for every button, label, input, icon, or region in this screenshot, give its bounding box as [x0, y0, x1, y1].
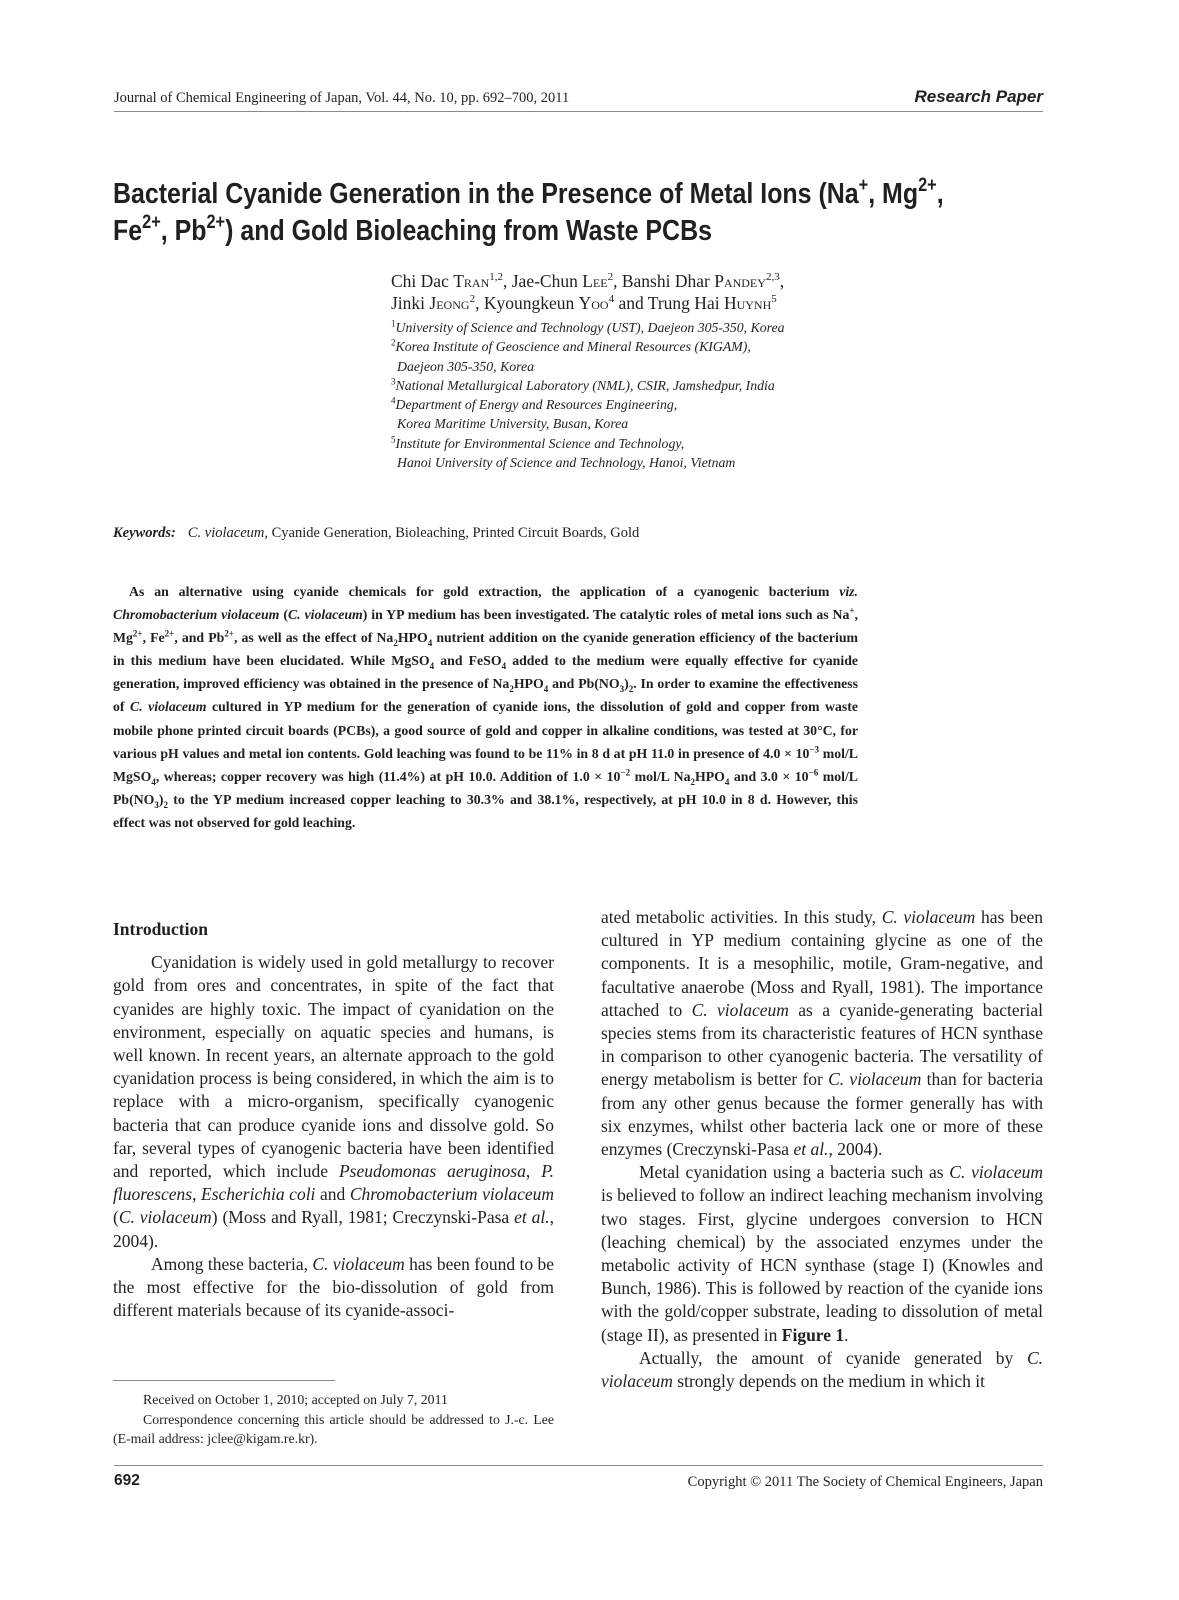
- section-heading-introduction: Introduction: [113, 919, 208, 939]
- affiliation-item: $^1$University of Science and Technology (UST), Daejeon 305-350, Korea: [391, 318, 785, 335]
- body-paragraph: Metal cyanidation using a bacteria such as C. violaceum is believed to follow an indirect leaching mechanism involving two stages. First, glycine undergoes conversion to HCN (leaching chemical) by the associated enzymes under the metabolic activity of HCN synthase (stage I) (Knowles and Bunch, 1986). This is followed by reaction of the cyanide ions with the gold/copper substrate, leading to dissolution of metal (stage II), as presented in Figure 1.: [601, 1162, 1043, 1345]
- correspondence-note: Correspondence concerning this article should be addressed to J.-c. Lee (E-mail address: jclee@kigam.re.kr).: [113, 1411, 554, 1447]
- affiliation-item: $^5$Institute for Environmental Science and Technology,: [391, 434, 685, 451]
- header-rule: [114, 111, 1043, 112]
- body-column-left: [113, 918, 554, 1322]
- running-header-journal: Journal of Chemical Engineering of Japan, Vol. 44, No. 10, pp. 692–700, 2011: [114, 90, 570, 106]
- received-note: Received on October 1, 2010; accepted on July 7, 2011: [143, 1392, 448, 1407]
- affiliation-item: $^2$Korea Institute of Geoscience and Mineral Resources (KIGAM),: [391, 337, 751, 355]
- copyright-notice: Copyright © 2011 The Society of Chemical Engineers, Japan: [687, 1474, 1043, 1490]
- footer-rule: [114, 1465, 1043, 1466]
- keywords-label: Keywords:: [113, 525, 176, 541]
- affiliation-item: $^3$National Metallurgical Laboratory (NML), CSIR, Jamshedpur, India: [391, 376, 775, 393]
- affiliation-list: $^1$University of Science and Technology (UST), Daejeon 305-350, Korea $^2$Korea Institute of Geoscience and Mineral Resources (KIGAM), Daejeon 305-350, Korea $^3$National Metallurgical Laboratory (NML), CSIR, Jamshedpur, India $^4$Department of Energy and Resources Engineering, Korea Maritime University, Busan, Korea $^5$Institute for Environmental Science and Technology, Hanoi University of Science and Technology, Hanoi, Vietnam: [391, 318, 785, 471]
- body-paragraph: Among these bacteria, C. violaceum has been found to be the most effective for the bio-dissolution of gold from different materials because of its cyanide-associ-: [113, 1253, 554, 1321]
- abstract: As an alternative using cyanide chemicals for gold extraction, the application of a cyanogenic bacterium viz. Chromobacterium violaceum (C. violaceum) in YP medium has been investigated. The catalytic roles of metal ions such as Na+, $Mg^{2+}$, $Fe^{2+}$, and $Pb^{2+}$, as well as the effect of $Na_2HPO_4$ nutrient addition on the cyanide generation efficiency of the bacterium in this medium have been elucidated. While MgSO$_4$ and FeSO$_4$ added to the medium were equally effective for cyanide generation, improved efficiency was obtained in the presence of $Na_2HPO_4$ and $Pb(NO_3)_2$. In order to examine the effectiveness of C. violaceum cultured in YP medium for the generation of cyanide ions, the dissolution of gold and copper from waste mobile phone printed circuit boards (PCBs), a good source of gold and copper in alkaline conditions, was tested at 30°C, for various pH values and metal ion contents. Gold leaching was found to be 11% in 8 d at pH 11.0 in presence of $4.0 \times 10^{-3}$ mol/L MgSO$_4$, whereas; copper recovery was high (11.4%) at pH 10.0. Addition of $1.0 \times 10^{-2}$ mol/L $Na_2HPO_4$ and $3.0 \times 10^{-6}$ mol/L $Pb(NO_3)_2$ to the YP medium increased copper leaching to 30.3% and 38.1%, respectively, at pH 10.0 in 8 d. However, this effect was not observed for gold leaching.: [113, 584, 858, 830]
- body-column-right: [601, 906, 1043, 1393]
- affiliation-item: $^4$Department of Energy and Resources Engineering,: [391, 395, 678, 413]
- keywords-line: Keywords: C. violaceum, Cyanide Generation, Bioleaching, Printed Circuit Boards, Gold: [113, 525, 640, 541]
- body-paragraph: ated metabolic activities. In this study, C. violaceum has been cultured in YP medium containing glycine as one of the components. It is a mesophilic, motile, Gram-negative, and facultative anaerobe (Moss and Ryall, 1981). The importance attached to C. violaceum as a cyanide-generating bacterial species stems from its characteristic features of HCN synthase in comparison to other cyanogenic bacteria. The versatility of energy metabolism is better for C. violaceum than for bacteria from any other genus because the former generally has with six enzymes, whilst other bacteria lack one or more of these enzymes (Creczynski-Pasa et al., 2004).: [601, 907, 1043, 1160]
- article-type-label: Research Paper: [914, 87, 1043, 106]
- footnote-rule: [113, 1380, 335, 1381]
- footnote: [113, 1390, 554, 1449]
- body-paragraph: Actually, the amount of cyanide generated by C. violaceum strongly depends on the medium in which it: [601, 1347, 1043, 1392]
- figure-reference: Figure 1: [781, 1324, 845, 1345]
- paper-title: Bacterial Cyanide Generation in the Presence of Metal Ions (Na+, $Mg^{2+}$, $Fe^{2+}$, $Pb^{2+}$) and Gold Bioleaching from Waste PCBs: [113, 175, 944, 247]
- page-number: 692: [114, 1472, 140, 1489]
- body-paragraph: Cyanidation is widely used in gold metallurgy to recover gold from ores and concentrates, in spite of the fact that cyanides are highly toxic. The impact of cyanidation on the environment, especially on aquatic species and humans, is well known. In recent years, an alternate approach to the gold cyanidation process is being considered, in which the aim is to replace with a micro-organism, specifically cyanogenic bacteria that can produce cyanide ions and dissolve gold. So far, several types of cyanogenic bacteria have been identified and reported, which include Pseudomonas aeruginosa, P. fluorescens, Escherichia coli and Chromobacterium violaceum (C. violaceum) (Moss and Ryall, 1981; Creczynski-Pasa et al., 2004).: [113, 952, 555, 1251]
- author-list: Chi Dac Tran$^{1,2}$, Jae-Chun Lee$^2$, Banshi Dhar Pandey$^{2,3}$, Jinki Jeong$^2$, Kyoungkeun Yoo$^4$ and Trung Hai Huynh$^5$: [391, 271, 785, 313]
